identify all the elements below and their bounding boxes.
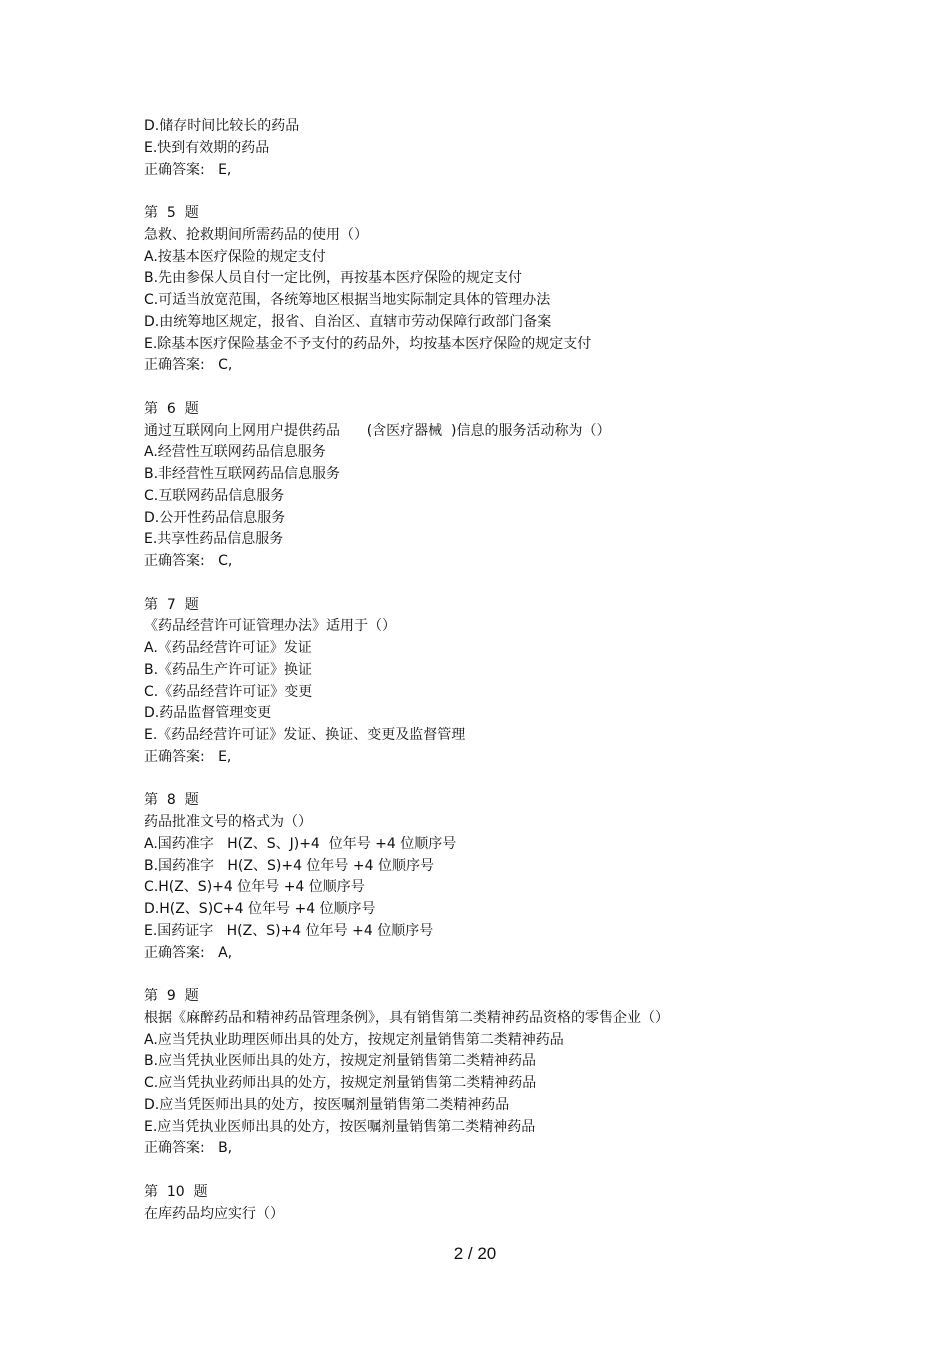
option-line: B.应当凭执业医师出具的处方，按规定剂量销售第二类精神药品 [144,1053,537,1070]
option-line: E.快到有效期的药品 [144,139,270,156]
option-line: C.H(Z、S)+4 位年号 +4 位顺序号 [144,879,365,896]
question-stem: 药品批准文号的格式为（） [144,814,312,830]
answer-line: 正确答案: B, [144,1140,233,1157]
option-line: D.公开性药品信息服务 [144,509,286,526]
option-line: C.应当凭执业药师出具的处方，按规定剂量销售第二类精神药品 [144,1075,537,1091]
option-line: D.应当凭医师出具的处方，按医嘱剂量销售第二类精神药品 [144,1096,510,1113]
option-line: D.由统筹地区规定，报省、自治区、直辖市劳动保障行政部门备案 [144,313,552,330]
question-header: 第 5 题 [144,205,199,221]
answer-line: 正确答案: E, [144,748,232,765]
question-header: 第 8 题 [144,792,199,809]
page-number: 2 / 20 [453,1244,497,1263]
option-line: D.药品监督管理变更 [144,705,272,722]
question-header: 第 9 题 [144,988,199,1004]
option-line: C.可适当放宽范围，各统筹地区根据当地实际制定具体的管理办法 [144,292,551,308]
question-stem: 根据《麻醉药品和精神药品管理条例》，具有销售第二类精神药品资格的零售企业（） [144,1009,669,1026]
option-line: A.按基本医疗保险的规定支付 [144,248,326,265]
option-line: E.《药品经营许可证》发证、换证、变更及监督管理 [144,727,466,743]
question-header: 第 7 题 [144,596,199,613]
option-line: D.储存时间比较长的药品 [144,118,300,134]
option-line: E.应当凭执业医师出具的处方，按医嘱剂量销售第二类精神药品 [144,1118,536,1135]
option-line: E.国药证字 H(Z、S)+4 位年号 +4 位顺序号 [144,922,434,939]
option-line: A.应当凭执业助理医师出具的处方，按规定剂量销售第二类精神药品 [144,1031,564,1048]
question-stem: 急救、抢救期间所需药品的使用（） [144,226,368,243]
question-stem: 《药品经营许可证管理办法》适用于（） [144,618,396,635]
question-header: 第 10 题 [144,1183,208,1200]
option-line: C.互联网药品信息服务 [144,487,285,504]
answer-line: 正确答案: E, [144,161,232,178]
answer-line: 正确答案: C, [144,357,233,374]
answer-line: 正确答案: A, [144,944,233,961]
option-line: B.国药准字 H(Z、S)+4 位年号 +4 位顺序号 [144,857,434,874]
option-line: C.《药品经营许可证》变更 [144,683,313,700]
option-line: B.《药品生产许可证》换证 [144,661,313,678]
option-line: A.经营性互联网药品信息服务 [144,444,326,461]
option-line: B.非经营性互联网药品信息服务 [144,466,341,482]
option-line: B.先由参保人员自付一定比例，再按基本医疗保险的规定支付 [144,270,523,287]
question-stem: 通过互联网向上网用户提供药品 (含医疗器械 )信息的服务活动称为（） [144,422,611,439]
question-header: 第 6 题 [144,400,199,417]
option-line: E.共享性药品信息服务 [144,531,284,548]
option-line: A.《药品经营许可证》发证 [144,640,312,656]
answer-line: 正确答案: C, [144,553,233,569]
option-line: A.国药准字 H(Z、S、J)+4 位年号 +4 位顺序号 [144,835,457,852]
option-line: D.H(Z、S)C+4 位年号 +4 位顺序号 [144,901,376,917]
question-stem: 在库药品均应实行（） [144,1205,284,1222]
question-list [144,116,864,1225]
option-line: E.除基本医疗保险基金不予支付的药品外，均按基本医疗保险的规定支付 [144,335,592,352]
